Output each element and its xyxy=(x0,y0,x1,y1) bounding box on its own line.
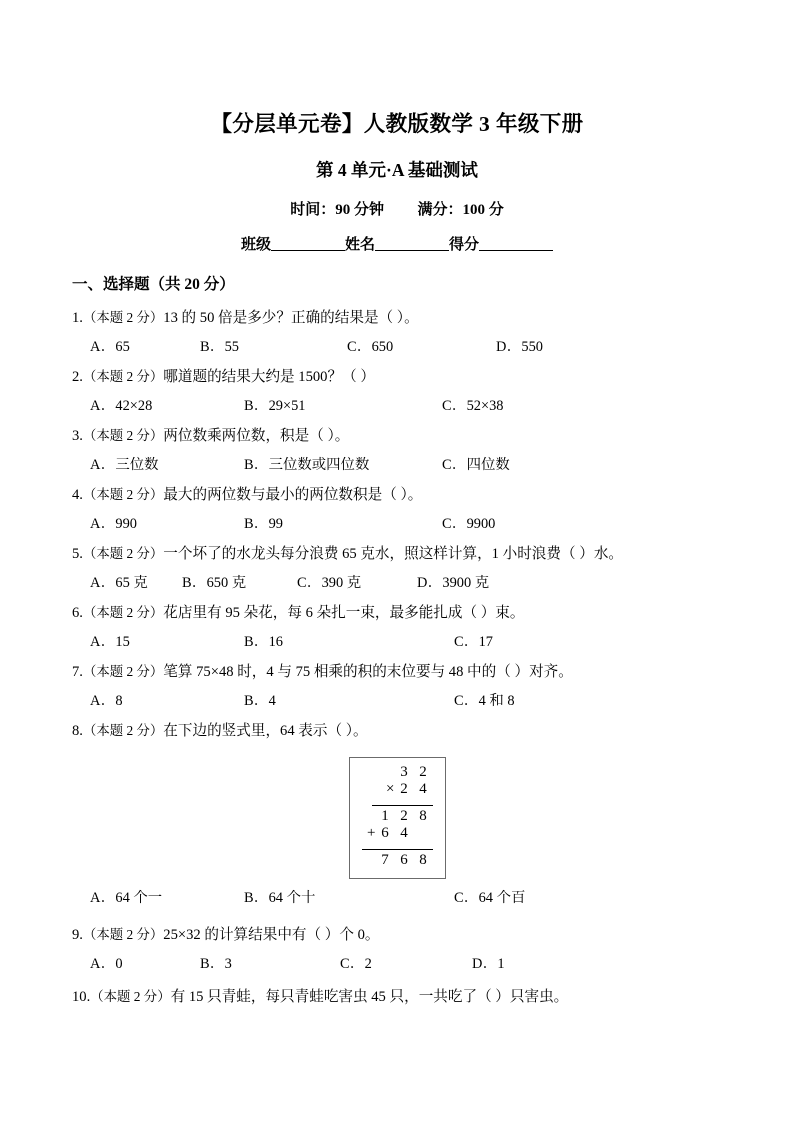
option-label: A． xyxy=(90,516,116,533)
score-field-blank[interactable] xyxy=(479,236,553,251)
question-8-number: 8. xyxy=(72,723,83,739)
question-5-stem xyxy=(72,534,722,564)
question-6-number: 6. xyxy=(72,605,83,622)
question-9-options xyxy=(72,945,722,974)
question-3-option-c[interactable] xyxy=(442,456,510,475)
question-3-option-b[interactable] xyxy=(244,456,369,475)
option-text: 42×28 xyxy=(115,398,153,415)
question-4-option-b[interactable] xyxy=(244,515,283,534)
option-label: B． xyxy=(244,889,269,906)
question-8-text: 在下边的竖式里，64 表示（ ）。 xyxy=(163,723,368,739)
question-5 xyxy=(72,534,722,593)
option-text: 650 xyxy=(371,339,394,356)
option-label: B． xyxy=(200,339,225,356)
question-1-option-c[interactable] xyxy=(347,338,393,357)
option-label: B． xyxy=(244,398,269,415)
total-score-label: 满分：100 分 xyxy=(417,201,504,218)
question-7-option-a[interactable] xyxy=(90,692,123,711)
question-10-stem xyxy=(72,974,722,1007)
option-label: B． xyxy=(244,634,269,651)
option-text: 99 xyxy=(268,516,283,533)
question-3 xyxy=(72,416,722,475)
partial1-digit-ones: 8 xyxy=(419,807,427,824)
option-label: B． xyxy=(200,955,225,972)
question-10 xyxy=(72,974,722,1007)
option-text: 990 xyxy=(115,516,137,533)
question-6-stem xyxy=(72,593,722,623)
multiplier-row xyxy=(362,782,433,799)
option-label: C． xyxy=(340,955,365,972)
question-3-option-a[interactable] xyxy=(90,456,159,475)
option-text: 64 个一 xyxy=(115,889,163,906)
option-label: B． xyxy=(244,457,269,474)
option-label: A． xyxy=(90,693,116,709)
time-limit-label: 时间：90 分钟 xyxy=(290,201,384,218)
question-7-number: 7. xyxy=(72,664,83,681)
option-text: 9900 xyxy=(466,516,496,533)
question-4 xyxy=(72,475,722,534)
option-label: D． xyxy=(472,955,498,972)
partial-product-2-row xyxy=(362,826,433,843)
option-text: 四位数 xyxy=(466,457,510,474)
question-5-text: 一个坏了的水龙头每分浪费 65 克水，照这样计算，1 小时浪费（ ）水。 xyxy=(163,546,624,563)
question-9-option-d[interactable] xyxy=(472,955,505,974)
student-fields xyxy=(72,219,722,256)
question-5-options xyxy=(72,564,722,593)
question-1-options xyxy=(72,328,722,357)
question-6-text: 花店里有 95 朵花，每 6 朵扎一束，最多能扎成（ ）束。 xyxy=(163,605,525,622)
question-2-option-c[interactable] xyxy=(442,397,504,416)
option-label: A． xyxy=(90,634,116,651)
multiplier-digit-tens: 2 xyxy=(400,780,408,797)
question-8-options xyxy=(72,879,722,912)
question-8-option-a[interactable] xyxy=(90,889,162,908)
option-label: C． xyxy=(297,575,322,592)
question-9-option-a[interactable] xyxy=(90,955,123,974)
question-8-points: （本题 2 分） xyxy=(82,723,164,738)
option-label: A． xyxy=(90,955,116,972)
question-3-text: 两位数乘两位数，积是（ ）。 xyxy=(163,428,350,445)
question-4-number: 4. xyxy=(72,487,83,504)
page-subtitle: 第 4 单元·A 基础测试 xyxy=(316,159,478,180)
option-label: B． xyxy=(182,575,207,592)
option-label: D． xyxy=(496,339,522,356)
option-text: 29×51 xyxy=(268,398,306,415)
vertical-multiplication-box xyxy=(349,757,446,879)
option-text: 65 xyxy=(115,339,130,356)
option-text: 3 xyxy=(224,955,232,972)
class-field-blank[interactable] xyxy=(271,236,345,251)
question-1-stem xyxy=(72,298,722,328)
question-3-points: （本题 2 分） xyxy=(82,428,164,444)
option-text: 3900 克 xyxy=(442,575,490,592)
multiplicand-row xyxy=(362,765,433,782)
question-3-number: 3. xyxy=(72,428,83,445)
question-9-text: 25×32 的计算结果中有（ ）个 0。 xyxy=(163,926,380,943)
partial-product-1-row xyxy=(362,809,433,826)
option-text: 16 xyxy=(268,634,283,651)
total-digit-hundreds: 7 xyxy=(381,851,389,868)
question-7-option-b[interactable] xyxy=(244,692,276,711)
option-text: 4 xyxy=(268,693,276,709)
total-digit-ones: 8 xyxy=(419,851,427,868)
option-text: 650 克 xyxy=(206,575,247,592)
rule-above-total xyxy=(362,845,433,850)
question-7-points: （本题 2 分） xyxy=(82,664,164,680)
question-1-option-a[interactable] xyxy=(90,338,130,357)
plus-sign: + xyxy=(367,824,376,841)
option-label: C． xyxy=(347,339,372,356)
question-6-option-a[interactable] xyxy=(90,633,130,652)
option-label: C． xyxy=(442,398,467,415)
multiplicand-digit-tens: 3 xyxy=(400,763,408,780)
question-7-option-c[interactable] xyxy=(454,692,515,711)
option-label: A． xyxy=(90,889,116,906)
option-text: 2 xyxy=(364,955,372,972)
multiply-sign: × xyxy=(386,780,395,797)
question-8-stem xyxy=(72,711,722,741)
option-label: B． xyxy=(244,693,269,709)
option-text: 15 xyxy=(115,634,130,651)
question-10-points: （本题 2 分） xyxy=(90,988,171,1004)
question-1-option-d[interactable] xyxy=(496,338,543,357)
question-2-stem xyxy=(72,357,722,387)
question-7 xyxy=(72,652,722,711)
question-5-points: （本题 2 分） xyxy=(82,546,164,562)
question-6-options xyxy=(72,623,722,652)
question-5-number: 5. xyxy=(72,546,83,563)
option-text: 55 xyxy=(224,339,239,356)
question-5-option-c[interactable] xyxy=(297,574,361,593)
name-field-blank[interactable] xyxy=(375,236,449,251)
option-label: A． xyxy=(90,398,116,415)
question-5-option-a[interactable] xyxy=(90,574,148,593)
question-1-text: 13 的 50 倍是多少？正确的结果是（ ）。 xyxy=(163,310,419,327)
option-text: 64 个百 xyxy=(478,889,526,906)
name-field-label: 姓名 xyxy=(344,236,375,253)
multiplier-digit-ones: 4 xyxy=(419,780,427,797)
option-text: 三位数 xyxy=(115,457,159,474)
question-6-points: （本题 2 分） xyxy=(82,605,164,621)
vertical-multiplication-figure-wrapper xyxy=(72,741,722,879)
total-digit-tens: 6 xyxy=(400,851,408,868)
question-6-option-c[interactable] xyxy=(454,633,493,652)
question-7-stem xyxy=(72,652,722,682)
option-text: 65 克 xyxy=(115,575,148,592)
option-label: A． xyxy=(90,457,116,474)
option-label: C． xyxy=(454,889,479,906)
question-2-option-b[interactable] xyxy=(244,397,306,416)
partial1-digit-tens: 2 xyxy=(400,807,408,824)
question-6 xyxy=(72,593,722,652)
question-4-text: 最大的两位数与最小的两位数积是（ ）。 xyxy=(163,487,423,504)
question-3-stem xyxy=(72,416,722,446)
question-10-number: 10. xyxy=(72,988,91,1005)
option-label: C． xyxy=(442,457,467,474)
option-text: 8 xyxy=(115,693,123,709)
question-8-option-b[interactable] xyxy=(244,889,315,908)
question-4-option-a[interactable] xyxy=(90,515,137,534)
multiplicand-sign-placeholder xyxy=(381,765,395,782)
option-text: 17 xyxy=(478,634,493,651)
partial2-digit-blank xyxy=(414,826,433,843)
question-9-option-c[interactable] xyxy=(340,955,372,974)
option-text: 52×38 xyxy=(466,398,504,415)
question-3-options xyxy=(72,446,722,475)
question-2 xyxy=(72,357,722,416)
option-label: C． xyxy=(442,516,467,533)
multiplicand-digit-ones: 2 xyxy=(419,763,427,780)
score-field-label: 得分 xyxy=(449,236,480,253)
question-9 xyxy=(72,912,722,974)
question-4-stem xyxy=(72,475,722,505)
option-text: 64 个十 xyxy=(268,889,316,906)
question-2-number: 2. xyxy=(72,369,83,386)
option-text: 550 xyxy=(521,339,543,356)
rule-above-first-partial xyxy=(372,801,433,806)
option-label: D． xyxy=(417,575,443,592)
question-7-options xyxy=(72,682,722,711)
question-2-option-a[interactable] xyxy=(90,397,152,416)
question-9-number: 9. xyxy=(72,926,83,943)
question-6-option-b[interactable] xyxy=(244,633,283,652)
question-4-points: （本题 2 分） xyxy=(82,487,164,503)
option-label: A． xyxy=(90,575,116,592)
option-text: 390 克 xyxy=(321,575,362,592)
question-10-text: 有 15 只青蛙，每只青蛙吃害虫 45 只，一共吃了（ ）只害虫。 xyxy=(170,988,569,1005)
partial1-digit-hundreds: 1 xyxy=(381,807,389,824)
question-2-points: （本题 2 分） xyxy=(82,369,164,385)
question-2-options xyxy=(72,387,722,416)
question-9-stem xyxy=(72,912,722,945)
option-label: C． xyxy=(454,634,479,651)
question-9-option-b[interactable] xyxy=(200,955,232,974)
question-9-points: （本题 2 分） xyxy=(82,926,164,942)
option-label: B． xyxy=(244,516,269,533)
question-4-option-c[interactable] xyxy=(442,515,495,534)
question-1-number: 1. xyxy=(72,310,83,327)
question-8-option-c[interactable] xyxy=(454,889,525,908)
page-title: 【分层单元卷】人教版数学 3 年级下册 xyxy=(210,112,584,136)
question-2-text: 哪道题的结果大约是 1500？（ ） xyxy=(163,369,375,386)
question-1-points: （本题 2 分） xyxy=(82,310,164,326)
partial2-digit-tens: 6 xyxy=(381,824,389,841)
option-text: 0 xyxy=(115,955,123,972)
question-5-option-b[interactable] xyxy=(182,574,246,593)
option-text: 三位数或四位数 xyxy=(268,457,370,474)
exam-meta xyxy=(72,181,722,219)
option-label: C． xyxy=(454,693,479,709)
question-1 xyxy=(72,298,722,357)
question-8 xyxy=(72,711,722,912)
question-5-option-d[interactable] xyxy=(417,574,489,593)
option-text: 1 xyxy=(497,955,505,972)
class-field-label: 班级 xyxy=(240,236,271,253)
partial2-digit-ones: 4 xyxy=(400,824,408,841)
total-row xyxy=(362,853,433,870)
question-7-text: 笔算 75×48 时，4 与 75 相乘的积的末位要与 48 中的（ ）对齐。 xyxy=(163,664,573,681)
question-1-option-b[interactable] xyxy=(200,338,239,357)
section-heading-choice: 一、选择题（共 20 分） xyxy=(72,276,235,294)
question-4-options xyxy=(72,505,722,534)
option-text: 4 和 8 xyxy=(478,693,515,709)
option-label: A． xyxy=(90,339,116,356)
